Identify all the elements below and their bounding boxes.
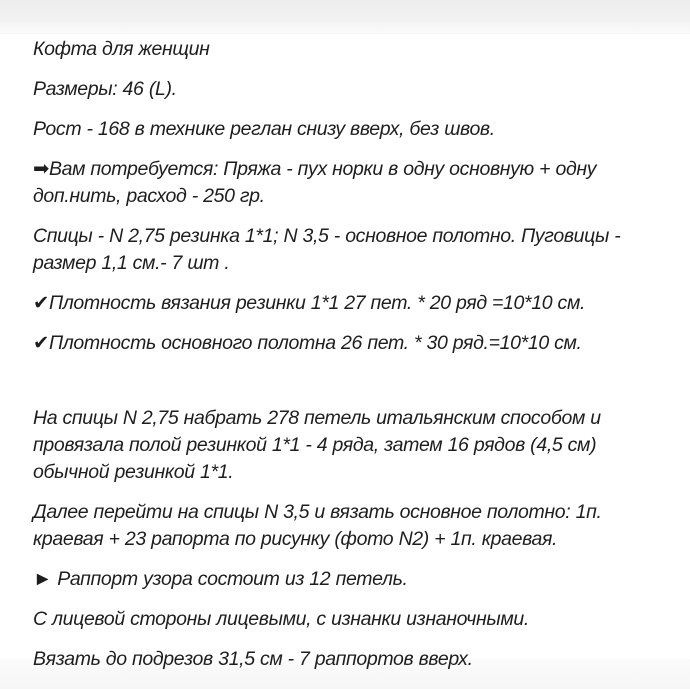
knitting-instructions — [33, 33, 672, 686]
line-sizes: Размеры: 46 (L). — [33, 78, 177, 100]
line-title: Кофта для женщин — [33, 38, 210, 60]
line-knit-sides: С лицевой стороны лицевыми, с изнанки изнаночными. — [33, 608, 529, 630]
line-gauge-rib: ✔Плотность вязания резинки 1*1 27 пет. * 20 ряд =10*10 см. — [33, 292, 586, 314]
line-knit-length: Вязать до подрезов 31,5 см - 7 раппортов вверх. — [33, 648, 473, 670]
line-height-technique: Рост - 168 в технике реглан снизу вверх, без швов. — [33, 118, 495, 140]
photo-edge-top — [0, 0, 690, 34]
line-cast-on: На спицы N 2,75 набрать 278 петель итальянским способом и провязала полой резинкой 1*1 - 4 ряда, затем 16 рядов (4,5 см) обычной резинкой 1*1. — [33, 407, 601, 483]
line-main-fabric: Далее перейти на спицы N 3,5 и вязать основное полотно: 1п. краевая + 23 рапорта по рисунку (фото N2) + 1п. краевая. — [33, 501, 602, 550]
line-needles-buttons: Спицы - N 2,75 резинка 1*1; N 3,5 - основное полотно. Пуговицы - размер 1,1 см.- 7 шт . — [33, 225, 621, 274]
line-materials: ➡Вам потребуется: Пряжа - пух норки в одну основную + одну доп.нить, расход - 250 гр. — [33, 158, 597, 207]
line-gauge-main: ✔Плотность основного полотна 26 пет. * 30 ряд.=10*10 см. — [33, 332, 582, 354]
line-rapport: ► Раппорт узора состоит из 12 петель. — [33, 568, 408, 590]
